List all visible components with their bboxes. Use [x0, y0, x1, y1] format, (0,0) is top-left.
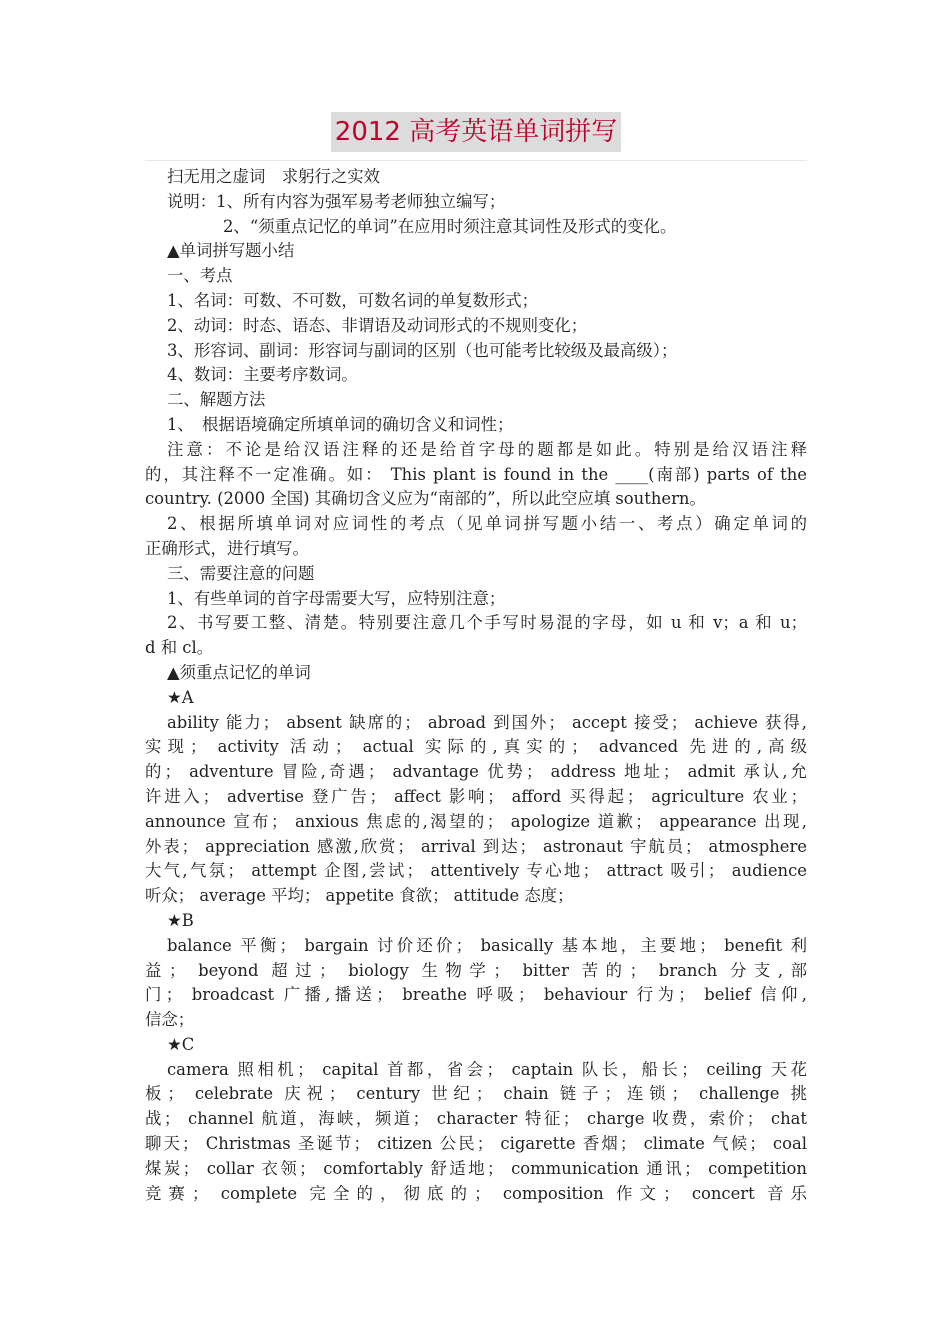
text-line: ability 能力； absent 缺席的； abroad 到国外； accept 接受； achieve 获得,	[167, 712, 807, 732]
document-body	[145, 165, 807, 1206]
text-line: 实现； activity 活动； actual 实际的,真实的； advanced 先进的,高级	[145, 737, 807, 757]
text-line: 2、根据所填单词对应词性的考点（见单词拼写题小结一、考点）确定单词的	[167, 514, 807, 534]
text-line: country. (2000 全国) 其确切含义应为“南部的”，所以此空应填 southern。	[145, 489, 706, 509]
text-line: 的，其注释不一定准确。如： This plant is found in the ____(南部) parts of the	[145, 464, 807, 484]
text-line: d 和 cl。	[145, 638, 214, 658]
text-line: 战； channel 航道，海峡，频道； character 特征； charge 收费，索价； chat	[145, 1109, 807, 1129]
text-line: 1、有些单词的首字母需要大写，应特别注意；	[167, 588, 506, 608]
text-line: 扫无用之虚词 求躬行之实效	[167, 167, 381, 186]
text-line: ★C	[167, 1034, 195, 1054]
text-line: 2、“须重点记忆的单词”在应用时须注意其词性及形式的变化。	[223, 216, 677, 236]
text-line: balance 平衡； bargain 讨价还价； basically 基本地，主要地； benefit 利	[167, 935, 807, 955]
title-divider	[145, 160, 807, 161]
text-line: 正确形式，进行填写。	[145, 538, 309, 558]
text-line: 外表； appreciation 感激,欣赏； arrival 到达； astronaut 宇航员； atmosphere	[145, 836, 807, 856]
text-line: 益； beyond 超过； biology 生物学； bitter 苦的； branch 分支,部	[145, 960, 807, 980]
text-line: 板； celebrate 庆祝； century 世纪； chain 链子；连锁； challenge 挑	[145, 1084, 807, 1104]
page-title: 2012 高考英语单词拼写	[331, 112, 621, 152]
document-page	[145, 112, 807, 1206]
text-line: 竞赛； complete 完全的，彻底的； composition 作文； concert 音乐	[145, 1183, 807, 1203]
text-line: 的； adventure 冒险,奇遇； advantage 优势； address 地址； admit 承认,允	[145, 762, 807, 782]
text-line: 信念；	[145, 1010, 195, 1030]
text-line: 2、书写要工整、清楚。特别要注意几个手写时易混的字母，如 u 和 v；a 和 u；	[167, 613, 807, 633]
title-wrap	[145, 112, 807, 158]
text-line: 门； broadcast 广播,播送； breathe 呼吸； behaviour 行为； belief 信仰,	[145, 985, 807, 1005]
text-line: 4、数词：主要考序数词。	[167, 365, 358, 385]
text-line: 3、形容词、副词：形容词与副词的区别（也可能考比较级及最高级）；	[167, 340, 678, 360]
text-line: ★B	[167, 910, 194, 930]
text-line: 2、动词：时态、语态、非谓语及动词形式的不规则变化；	[167, 315, 588, 335]
text-line: announce 宣布； anxious 焦虑的,渴望的； apologize 道歉； appearance 出现,	[145, 811, 807, 831]
text-line: ▲须重点记忆的单词	[167, 662, 311, 682]
text-line: 注意：不论是给汉语注释的还是给首字母的题都是如此。特别是给汉语注释	[167, 439, 807, 459]
text-line: 大气,气氛； attempt 企图,尝试； attentively 专心地； attract 吸引； audience	[145, 861, 807, 881]
text-line: ★A	[167, 687, 194, 707]
text-line: 听众； average 平均； appetite 食欲； attitude 态度；	[145, 886, 574, 906]
text-line: ▲单词拼写题小结	[167, 241, 295, 261]
text-line: 一、考点	[167, 266, 233, 286]
text-line: 聊天； Christmas 圣诞节； citizen 公民； cigarette 香烟； climate 气候； coal	[145, 1134, 807, 1154]
text-line: 许进入； advertise 登广告； affect 影响； afford 买得起； agriculture 农业；	[145, 786, 807, 806]
text-line: 二、解题方法	[167, 390, 266, 410]
text-line: camera 照相机； capital 首都，省会； captain 队长，船长； ceiling 天花	[167, 1059, 807, 1079]
text-line: 说明：1、所有内容为强军易考老师独立编写；	[167, 191, 506, 211]
text-line: 三、需要注意的问题	[167, 563, 315, 583]
text-line: 1、名词：可数、不可数，可数名词的单复数形式；	[167, 290, 539, 310]
text-line: 煤炭； collar 衣领； comfortably 舒适地； communication 通讯； competition	[145, 1158, 807, 1178]
text-line: 1、 根据语境确定所填单词的确切含义和词性；	[167, 414, 514, 434]
